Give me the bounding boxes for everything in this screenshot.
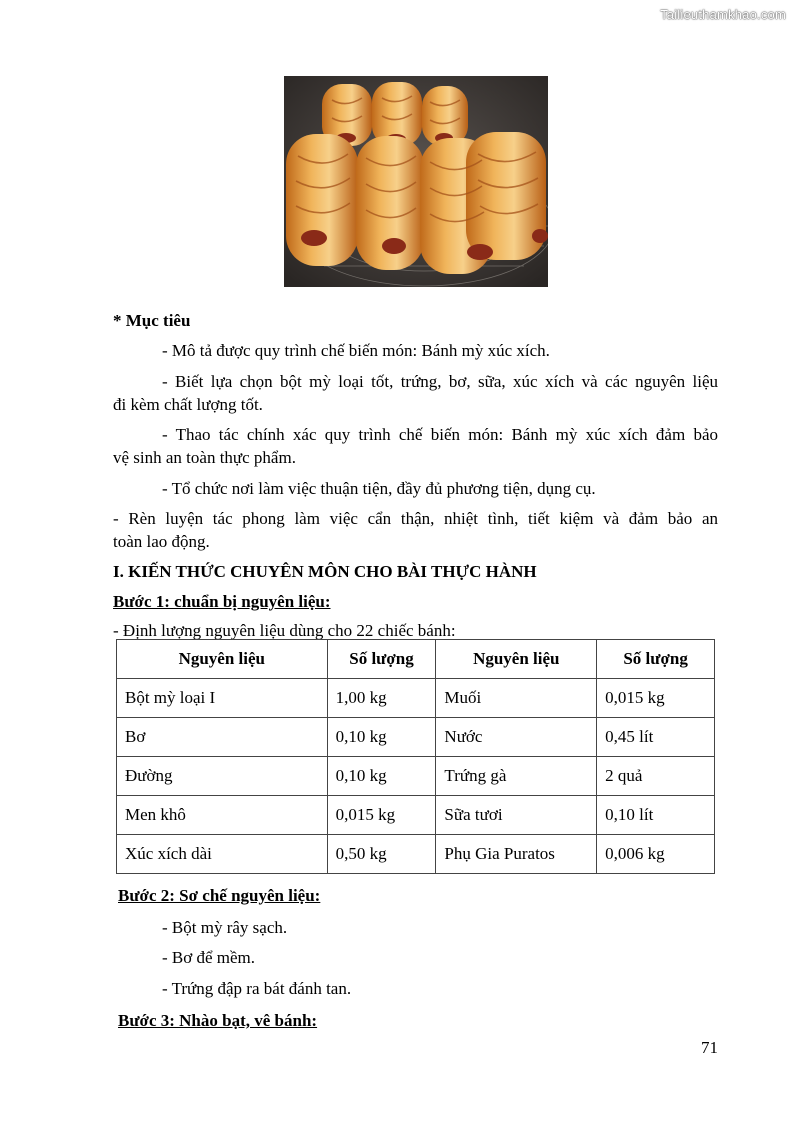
table-cell: Đường (117, 757, 328, 796)
watermark: Tailieuthamkhao.com (660, 7, 786, 22)
step1-title: Bước 1: chuẩn bị nguyên liệu: (113, 592, 331, 611)
step2-item: - Bơ để mềm. (162, 948, 256, 967)
table-cell: Nước (436, 718, 597, 757)
table-header-row (117, 640, 715, 679)
step2-item: - Trứng đập ra bát đánh tan. (162, 979, 352, 998)
table-row (117, 796, 715, 835)
objective-item: vệ sinh an toàn thực phẩm. (113, 448, 296, 467)
section-title: I. KIẾN THỨC CHUYÊN MÔN CHO BÀI THỰC HÀNH (113, 562, 537, 581)
objective-item: - Rèn luyện tác phong làm việc cẩn thận, nhiệt tình, tiết kiệm và đảm bảo an (113, 509, 718, 528)
table-cell: Bột mỳ loại I (117, 679, 328, 718)
table-cell: Xúc xích dài (117, 835, 328, 874)
table-row (117, 757, 715, 796)
objective-item: - Mô tả được quy trình chế biến món: Bánh mỳ xúc xích. (162, 341, 550, 360)
table-row (117, 835, 715, 874)
step2-title: Bước 2: Sơ chế nguyên liệu: (118, 886, 321, 905)
table-cell: 0,45 lít (597, 718, 715, 757)
step3-title: Bước 3: Nhào bạt, vê bánh: (118, 1011, 318, 1030)
objective-item: toàn lao động. (113, 532, 210, 551)
table-cell: 1,00 kg (327, 679, 436, 718)
table-row (117, 718, 715, 757)
step2-item: - Bột mỳ rây sạch. (162, 918, 288, 937)
table-cell: Sữa tươi (436, 796, 597, 835)
table-cell: Muối (436, 679, 597, 718)
table-cell: 0,015 kg (327, 796, 436, 835)
table-cell: 2 quả (597, 757, 715, 796)
table-cell: 0,50 kg (327, 835, 436, 874)
page-number: 71 (701, 1038, 718, 1057)
ingredients-table (116, 639, 715, 874)
table-cell: 0,006 kg (597, 835, 715, 874)
table-cell: Men khô (117, 796, 328, 835)
table-cell: Bơ (117, 718, 328, 757)
table-cell: Phụ Gia Puratos (436, 835, 597, 874)
objective-item: - Tổ chức nơi làm việc thuận tiện, đầy đủ phương tiện, dụng cụ. (162, 479, 596, 498)
table-cell: 0,10 lít (597, 796, 715, 835)
table-cell: 0,10 kg (327, 757, 436, 796)
objective-item: - Thao tác chính xác quy trình chế biến món: Bánh mỳ xúc xích đảm bảo (162, 425, 718, 444)
objective-item: - Biết lựa chọn bột mỳ loại tốt, trứng, bơ, sữa, xúc xích và các nguyên liệu (162, 372, 718, 391)
table-cell: 0,015 kg (597, 679, 715, 718)
table-header: Nguyên liệu (436, 640, 597, 679)
table-header: Số lượng (327, 640, 436, 679)
objectives-heading: * Mục tiêu (113, 311, 191, 330)
table-header: Số lượng (597, 640, 715, 679)
table-row (117, 679, 715, 718)
table-cell: Trứng gà (436, 757, 597, 796)
table-cell: 0,10 kg (327, 718, 436, 757)
table-header: Nguyên liệu (117, 640, 328, 679)
objective-item: đi kèm chất lượng tốt. (113, 395, 263, 414)
braided-sausage-bread-photo (284, 76, 548, 287)
step1-intro: - Định lượng nguyên liệu dùng cho 22 chiếc bánh: (113, 621, 456, 640)
